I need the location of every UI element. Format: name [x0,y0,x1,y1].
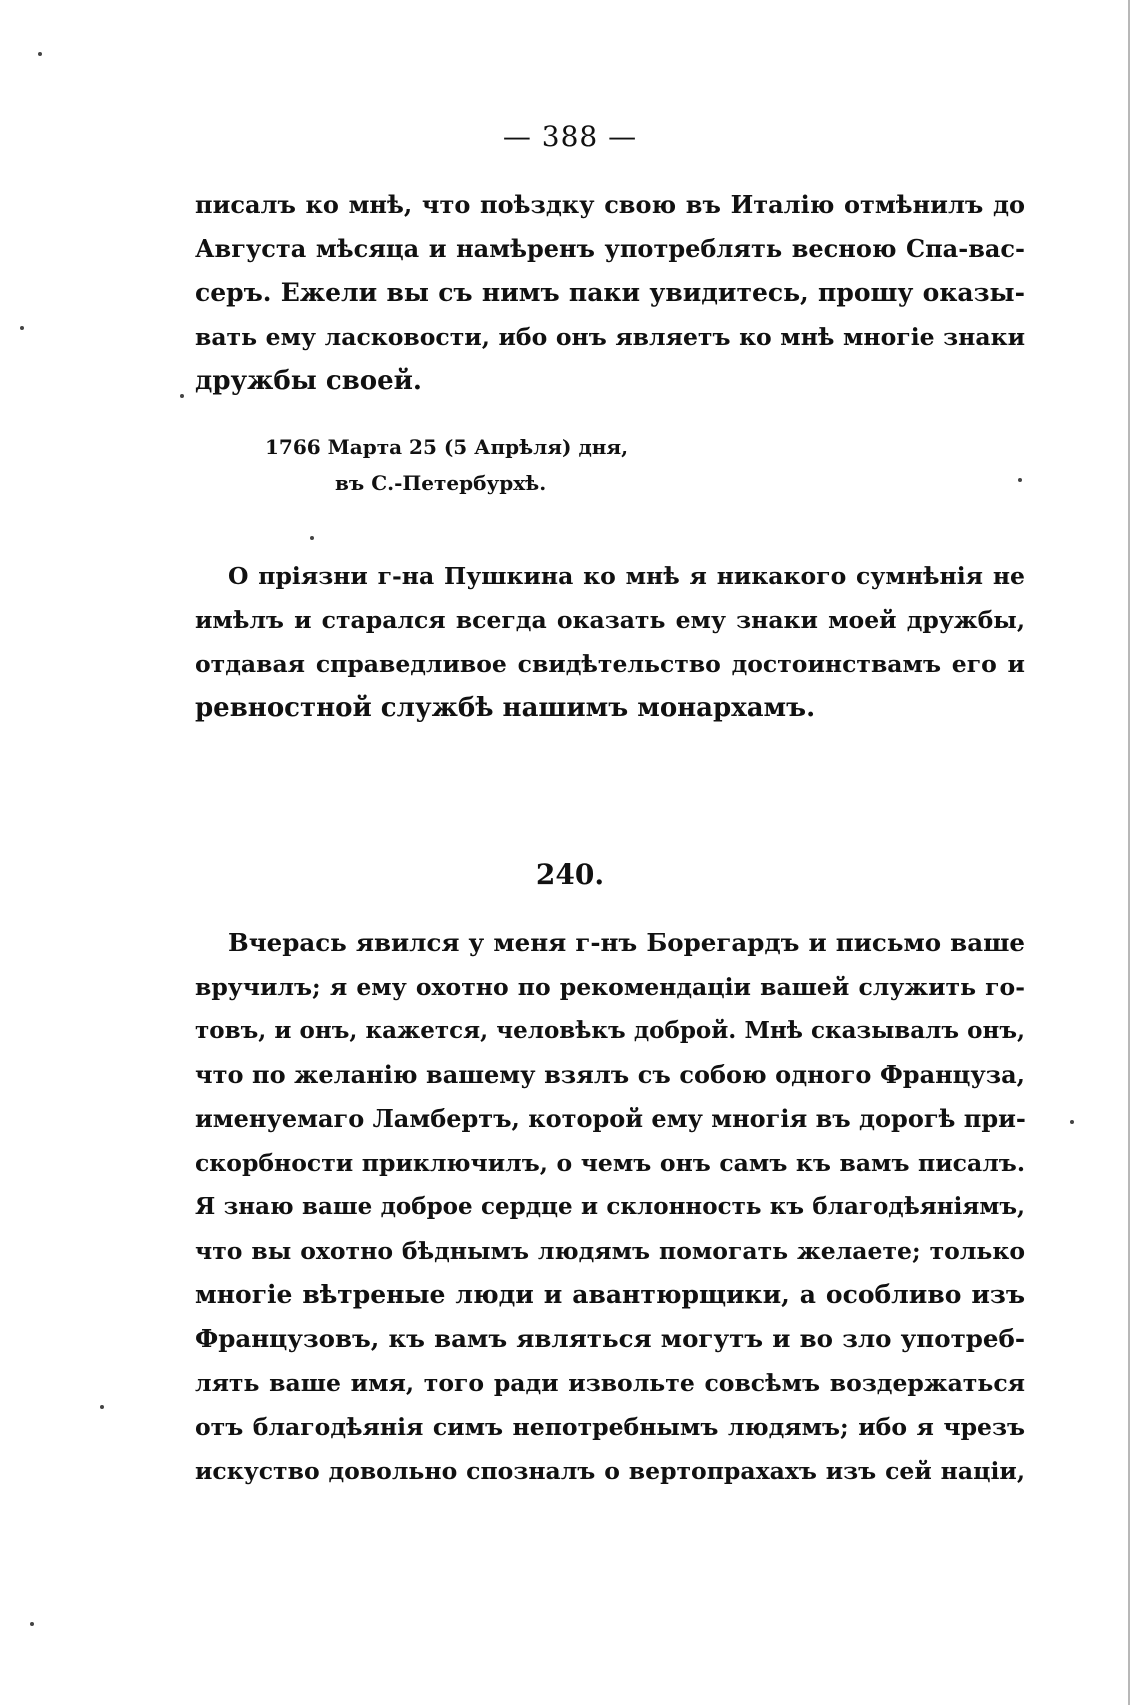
text-line: скорбности приключилъ, о чемъ онъ самъ къ вамъ писалъ. [195,1149,1025,1177]
text-line: серъ. Ежели вы съ нимъ паки увидитесь, прошу оказы- [195,278,1025,307]
text-line: что по желанію вашему взялъ съ собою одного Француза, [195,1060,1025,1089]
text-line: О пріязни г-на Пушкина ко мнѣ я никакого сумнѣнія не [228,562,1025,590]
text-line: писалъ ко мнѣ, что поѣздку свою въ Италію отмѣнилъ до [195,190,1025,219]
text-line: Вчерась явился у меня г-нъ Борегардъ и письмо ваше [228,928,1025,957]
text-line: имѣлъ и старался всегда оказать ему знаки моей дружбы, [195,606,1025,634]
scan-speck [100,1405,104,1409]
text-line: Августа мѣсяца и намѣренъ употреблять весною Спа-вас- [195,234,1025,263]
scan-speck [310,536,314,540]
text-line: товъ, и онъ, кажется, человѣкъ доброй. Мнѣ сказывалъ онъ, [195,1017,1025,1044]
text-line: Я знаю ваше доброе сердце и склонность къ благодѣяніямъ, [195,1193,1025,1220]
scan-speck [30,1622,34,1626]
text-line: вручилъ; я ему охотно по рекомендаціи вашей служить го- [195,973,1025,1001]
text-line: отдавая справедливое свидѣтельство достоинствамъ его и [195,650,1025,678]
text-line: лять ваше имя, того ради извольте совсѣмъ воздержаться [195,1369,1025,1397]
text-line: дружбы своей. [195,366,422,396]
page-number: — 388 — [502,120,638,153]
text-line: именуемаго Ламбертъ, которой ему многія въ дорогѣ при- [195,1104,1026,1133]
text-line: что вы охотно бѣднымъ людямъ помогать желаете; только [195,1237,1025,1265]
text-line: многіе вѣтреные люди и авантюрщики, а особливо изъ [195,1280,1025,1309]
scan-speck [1018,478,1022,482]
text-line: отъ благодѣянія симъ непотребнымъ людямъ; ибо я чрезъ [195,1413,1025,1441]
text-line: вать ему ласковости, ибо онъ являетъ ко мнѣ многіе знаки [195,323,1025,351]
dateline-place: въ С.-Петербурхѣ. [335,471,547,495]
text-line: Французовъ, къ вамъ являться могутъ и во зло употреб- [195,1324,1025,1353]
dateline-date: 1766 Марта 25 (5 Апрѣля) дня, [265,435,629,459]
scan-speck [20,326,24,330]
scan-speck [1070,1120,1074,1124]
letter-number: 240. [535,858,605,891]
scan-speck [180,394,184,398]
text-line: искуство довольно спозналъ о вертопрахахъ изъ сей націи, [195,1457,1025,1485]
scan-speck [38,52,42,56]
text-line: ревностной службѣ нашимъ монархамъ. [195,693,816,723]
page-edge-rule [1128,0,1130,1705]
